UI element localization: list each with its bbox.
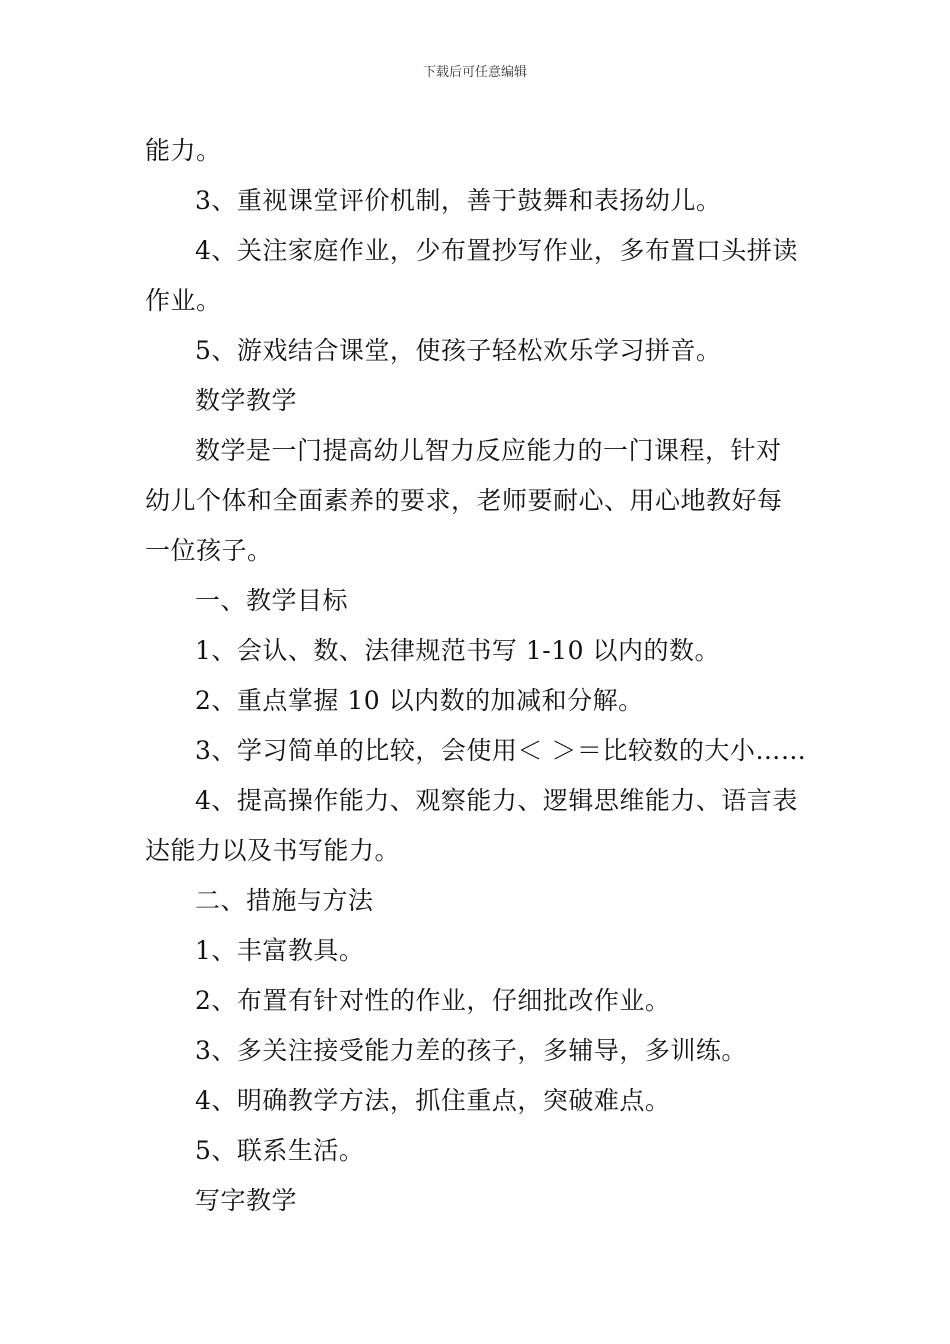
- list-item: 2、重点掌握 10 以内数的加减和分解。: [195, 686, 644, 715]
- paragraph-line: 一位孩子。: [145, 536, 273, 565]
- text-line: 达能力以及书写能力。: [145, 836, 401, 865]
- paragraph-line: 数学是一门提高幼儿智力反应能力的一门课程，针对: [195, 436, 782, 465]
- list-item: 2、布置有针对性的作业，仔细批改作业。: [195, 986, 671, 1015]
- list-item: 4、关注家庭作业，少布置抄写作业，多布置口头拼读: [195, 236, 798, 265]
- page-header: 下载后可任意编辑: [422, 65, 527, 80]
- list-item: 1、会认、数、法律规范书写 1-10 以内的数。: [195, 636, 720, 665]
- list-item: 3、学习简单的比较，会使用＜ ＞＝比较数的大小……: [195, 736, 807, 765]
- list-item: 4、提高操作能力、观察能力、逻辑思维能力、语言表: [195, 786, 798, 815]
- subsection-heading: 一、教学目标: [195, 586, 349, 615]
- list-item: 5、游戏结合课堂，使孩子轻松欢乐学习拼音。: [195, 336, 722, 365]
- section-heading: 写字教学: [195, 1186, 298, 1215]
- list-item: 3、多关注接受能力差的孩子，多辅导，多训练。: [195, 1036, 747, 1065]
- list-item: 4、明确教学方法，抓住重点，突破难点。: [195, 1086, 671, 1115]
- text-line: 作业。: [145, 286, 222, 315]
- list-item: 3、重视课堂评价机制，善于鼓舞和表扬幼儿。: [195, 186, 722, 215]
- document-body: [145, 126, 810, 1226]
- subsection-heading: 二、措施与方法: [195, 886, 374, 915]
- text-line: 能力。: [145, 136, 222, 165]
- paragraph-line: 幼儿个体和全面素养的要求，老师要耐心、用心地教好每: [145, 486, 783, 515]
- list-item: 5、联系生活。: [195, 1136, 365, 1165]
- list-item: 1、丰富教具。: [195, 936, 365, 965]
- section-heading: 数学教学: [195, 386, 298, 415]
